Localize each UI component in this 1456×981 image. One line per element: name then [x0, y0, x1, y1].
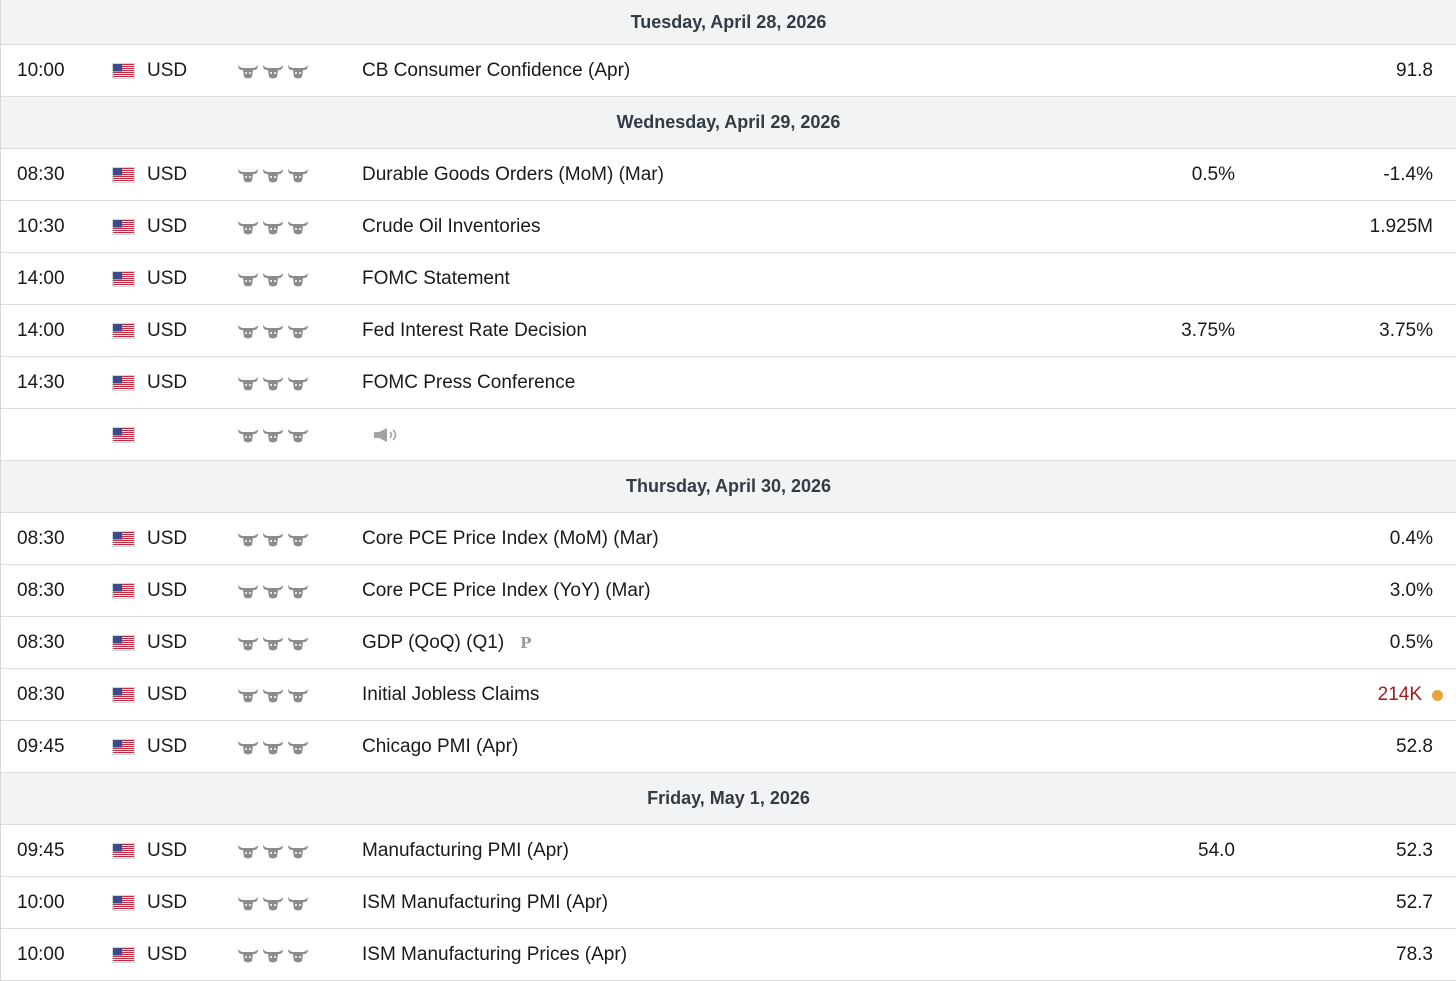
event-time: 09:45 — [17, 735, 65, 757]
event-previous: 3.75% — [1379, 319, 1433, 341]
event-row[interactable] — [1, 721, 1456, 773]
event-name-link[interactable] — [362, 721, 518, 772]
day-date: Tuesday, April 28, 2026 — [630, 11, 827, 32]
event-row[interactable] — [1, 565, 1456, 617]
event-time: 08:30 — [17, 631, 65, 653]
day-header — [1, 0, 1456, 45]
importance-icons — [237, 62, 309, 80]
bull-icon — [262, 62, 284, 80]
event-row[interactable] — [1, 149, 1456, 201]
importance-bulls — [237, 357, 309, 408]
event-row[interactable] — [1, 253, 1456, 305]
event-currency: USD — [147, 891, 188, 913]
event-name-link[interactable] — [362, 357, 575, 408]
event-forecast: 0.5% — [1191, 163, 1235, 185]
us-flag-icon — [112, 201, 135, 252]
event-row[interactable] — [1, 357, 1456, 409]
us-flag-icon — [112, 825, 135, 876]
day-header — [1, 461, 1456, 513]
us-flag-icon — [112, 253, 135, 304]
event-name: Manufacturing PMI (Apr) — [362, 839, 569, 861]
event-row[interactable] — [1, 513, 1456, 565]
event-currency: USD — [147, 683, 188, 705]
event-previous: 52.3 — [1396, 839, 1433, 861]
bull-icon — [262, 374, 284, 392]
event-name-link[interactable] — [362, 825, 569, 876]
bull-icon — [262, 634, 284, 652]
event-name-link[interactable] — [362, 513, 659, 564]
bull-icon — [262, 322, 284, 340]
event-time: 09:45 — [17, 839, 65, 861]
event-time: 10:00 — [17, 943, 65, 965]
day-header — [1, 97, 1456, 149]
event-name: Fed Interest Rate Decision — [362, 319, 587, 341]
event-currency: USD — [147, 579, 188, 601]
bull-icon — [237, 530, 259, 548]
us-flag-icon — [112, 357, 135, 408]
bull-icon — [237, 894, 259, 912]
event-name: ISM Manufacturing PMI (Apr) — [362, 891, 609, 913]
importance-bulls — [237, 565, 309, 616]
event-name: Core PCE Price Index (YoY) (Mar) — [362, 579, 651, 601]
us-flag-icon — [112, 721, 135, 772]
event-currency: USD — [147, 839, 188, 861]
importance-icons — [237, 530, 309, 548]
event-name: Durable Goods Orders (MoM) (Mar) — [362, 163, 664, 185]
event-currency: USD — [147, 163, 188, 185]
day-date: Thursday, April 30, 2026 — [625, 476, 832, 496]
bull-icon — [237, 62, 259, 80]
event-name: ISM Manufacturing Prices (Apr) — [362, 943, 628, 965]
event-previous: 0.5% — [1389, 631, 1433, 653]
bull-icon — [262, 738, 284, 756]
bull-icon — [287, 634, 309, 652]
bull-icon — [237, 270, 259, 288]
bull-icon — [287, 894, 309, 912]
event-currency: USD — [147, 59, 188, 81]
event-previous: 78.3 — [1396, 943, 1433, 965]
event-row[interactable] — [1, 929, 1456, 981]
bull-icon — [237, 218, 259, 236]
event-name: Initial Jobless Claims — [362, 683, 540, 705]
event-currency: USD — [147, 215, 188, 237]
event-currency: USD — [147, 735, 188, 757]
bull-icon — [287, 686, 309, 704]
importance-icons — [237, 582, 309, 600]
importance-bulls — [237, 669, 309, 720]
us-flag-icon — [112, 513, 135, 564]
importance-bulls — [237, 409, 309, 460]
event-time: 08:30 — [17, 163, 65, 185]
event-currency: USD — [147, 631, 188, 653]
event-name-link[interactable] — [362, 617, 531, 668]
importance-icons — [237, 842, 309, 860]
bull-icon — [287, 218, 309, 236]
bull-icon — [262, 582, 284, 600]
event-name-link[interactable] — [362, 929, 627, 980]
bull-icon — [262, 166, 284, 184]
event-name-link[interactable] — [362, 45, 630, 96]
day-date: Friday, May 1, 2026 — [647, 788, 810, 808]
preliminary-badge: P — [520, 633, 532, 652]
us-flag-icon — [112, 409, 135, 460]
event-name-link[interactable] — [362, 409, 400, 460]
importance-icons — [237, 946, 309, 964]
event-time: 14:00 — [17, 267, 65, 289]
event-row[interactable] — [1, 305, 1456, 357]
us-flag-icon — [112, 669, 135, 720]
importance-icons — [237, 738, 309, 756]
importance-bulls — [237, 825, 309, 876]
bull-icon — [237, 166, 259, 184]
event-name-link[interactable] — [362, 305, 587, 356]
event-time: 10:30 — [17, 215, 65, 237]
bull-icon — [262, 530, 284, 548]
bull-icon — [287, 426, 309, 444]
importance-icons — [237, 218, 309, 236]
us-flag-icon — [112, 565, 135, 616]
bull-icon — [237, 426, 259, 444]
bull-icon — [262, 842, 284, 860]
day-date: Wednesday, April 29, 2026 — [616, 112, 841, 132]
event-previous: -1.4% — [1383, 163, 1433, 185]
event-name: CB Consumer Confidence (Apr) — [362, 59, 631, 81]
event-row[interactable] — [1, 45, 1456, 97]
importance-icons — [237, 166, 309, 184]
event-forecast: 54.0 — [1198, 839, 1235, 861]
bull-icon — [287, 582, 309, 600]
event-time: 14:30 — [17, 371, 65, 393]
event-row[interactable] — [1, 409, 1456, 461]
event-currency: USD — [147, 371, 188, 393]
importance-icons — [237, 894, 309, 912]
event-name: GDP (QoQ) (Q1) — [362, 631, 505, 653]
event-row[interactable] — [1, 201, 1456, 253]
bull-icon — [287, 530, 309, 548]
event-name-link[interactable] — [362, 877, 608, 928]
event-currency: USD — [147, 943, 188, 965]
bull-icon — [237, 946, 259, 964]
bull-icon — [262, 894, 284, 912]
event-previous: 91.8 — [1396, 59, 1433, 81]
importance-icons — [237, 374, 309, 392]
event-time: 10:00 — [17, 891, 65, 913]
event-row[interactable] — [1, 669, 1456, 721]
importance-icons — [237, 426, 309, 444]
event-name: Chicago PMI (Apr) — [362, 735, 519, 757]
bull-icon — [262, 946, 284, 964]
event-name: FOMC Press Conference — [362, 371, 576, 393]
event-name-link[interactable] — [362, 149, 664, 200]
importance-icons — [237, 634, 309, 652]
event-row[interactable] — [1, 877, 1456, 929]
importance-icons — [237, 270, 309, 288]
bull-icon — [287, 322, 309, 340]
event-previous: 52.8 — [1396, 735, 1433, 757]
event-time: 08:30 — [17, 527, 65, 549]
importance-bulls — [237, 305, 309, 356]
bull-icon — [237, 738, 259, 756]
importance-icons — [237, 322, 309, 340]
importance-bulls — [237, 721, 309, 772]
importance-bulls — [237, 149, 309, 200]
importance-bulls — [237, 253, 309, 304]
importance-bulls — [237, 45, 309, 96]
bull-icon — [287, 738, 309, 756]
event-name-link[interactable] — [362, 565, 651, 616]
event-name-link[interactable] — [362, 669, 539, 720]
event-name-link[interactable] — [362, 253, 510, 304]
us-flag-icon — [112, 877, 135, 928]
us-flag-icon — [112, 929, 135, 980]
bull-icon — [237, 842, 259, 860]
event-time: 10:00 — [17, 59, 65, 81]
event-previous: 3.0% — [1389, 579, 1433, 601]
bull-icon — [287, 270, 309, 288]
event-time: 08:30 — [17, 579, 65, 601]
bull-icon — [287, 62, 309, 80]
bull-icon — [262, 686, 284, 704]
event-row[interactable] — [1, 617, 1456, 669]
us-flag-icon — [112, 305, 135, 356]
bull-icon — [262, 270, 284, 288]
event-previous: 214K — [1377, 683, 1422, 705]
bull-icon — [262, 218, 284, 236]
event-previous: 1.925M — [1369, 215, 1433, 237]
bull-icon — [237, 686, 259, 704]
us-flag-icon — [112, 149, 135, 200]
bull-icon — [287, 946, 309, 964]
event-time: 08:30 — [17, 683, 65, 705]
bull-icon — [287, 166, 309, 184]
us-flag-icon — [112, 617, 135, 668]
importance-bulls — [237, 513, 309, 564]
bull-icon — [237, 582, 259, 600]
event-name-link[interactable] — [362, 201, 540, 252]
event-name: Core PCE Price Index (MoM) (Mar) — [362, 527, 659, 549]
event-previous: 52.7 — [1396, 891, 1433, 913]
event-forecast: 3.75% — [1181, 319, 1235, 341]
importance-bulls — [237, 877, 309, 928]
event-time: 14:00 — [17, 319, 65, 341]
event-name: FOMC Statement — [362, 267, 510, 289]
event-previous: 0.4% — [1389, 527, 1433, 549]
importance-bulls — [237, 201, 309, 252]
day-header — [1, 773, 1456, 825]
bull-icon — [237, 322, 259, 340]
importance-bulls — [237, 617, 309, 668]
importance-bulls — [237, 929, 309, 980]
event-currency: USD — [147, 319, 188, 341]
importance-icons — [237, 686, 309, 704]
bull-icon — [237, 634, 259, 652]
event-name: Crude Oil Inventories — [362, 215, 541, 237]
event-row[interactable] — [1, 825, 1456, 877]
status-dot-icon — [1432, 690, 1443, 701]
us-flag-icon — [112, 45, 135, 96]
event-currency: USD — [147, 527, 188, 549]
bull-icon — [287, 374, 309, 392]
bull-icon — [287, 842, 309, 860]
event-currency: USD — [147, 267, 188, 289]
bull-icon — [262, 426, 284, 444]
bull-icon — [237, 374, 259, 392]
speaker-icon[interactable] — [372, 427, 400, 443]
